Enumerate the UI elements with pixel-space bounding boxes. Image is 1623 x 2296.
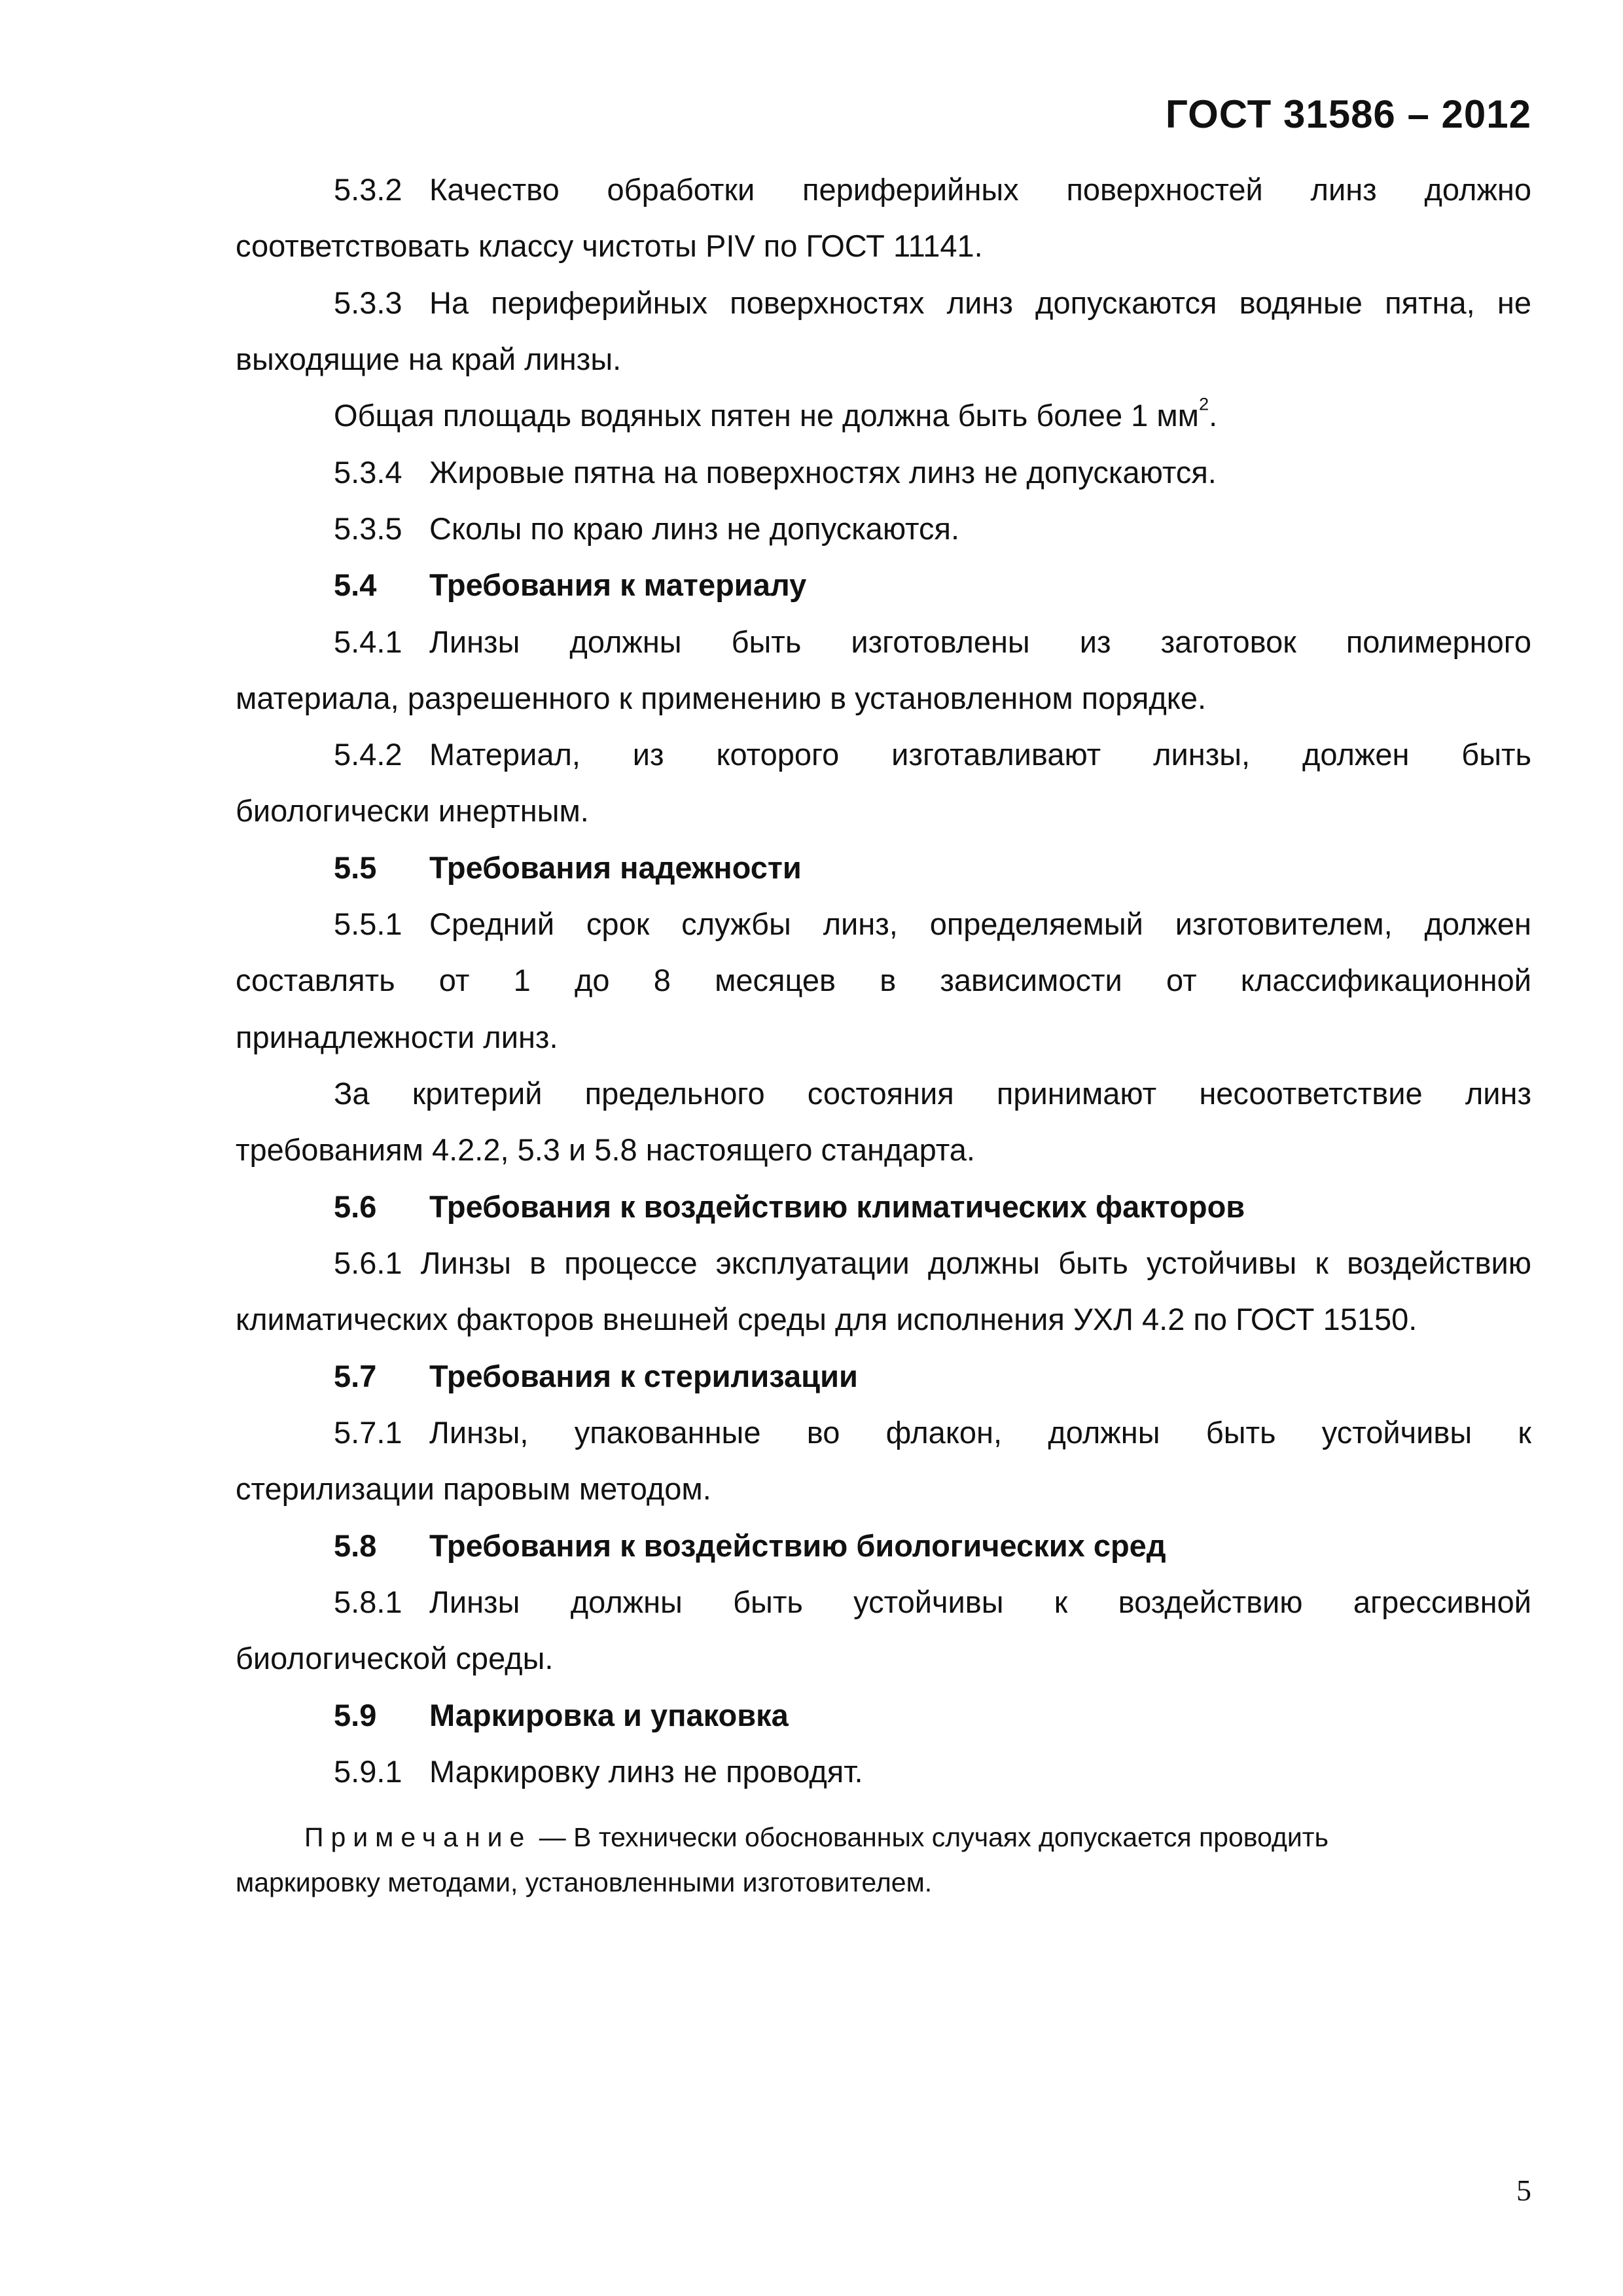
paragraph-5-4-1-line-2: материала, разрешенного к применению в установленном порядке. bbox=[236, 681, 1207, 715]
clause-number: 5.4.1 bbox=[334, 624, 402, 659]
paragraph-5-6-1-line-2: климатических факторов внешней среды для исполнения УХЛ 4.2 по ГОСТ 15150. bbox=[236, 1302, 1418, 1336]
clause-number: 5.3.4 bbox=[334, 455, 402, 490]
document-header: ГОСТ 31586 – 2012 bbox=[1165, 92, 1531, 136]
paragraph-5-3-2-line-1: 5.3.2 Качество обработки периферийных поверхностей линз должно bbox=[334, 171, 1531, 208]
paragraph-5-3-5: 5.3.5 Сколы по краю линз не допускаются. bbox=[334, 511, 1531, 547]
paragraph-5-7-1-line-2: стерилизации паровым методом. bbox=[236, 1471, 711, 1506]
page-number: 5 bbox=[1516, 2174, 1531, 2207]
paragraph-5-3-4: 5.3.4 Жировые пятна на поверхностях линз не допускаются. bbox=[334, 454, 1531, 491]
clause-number: 5.5.1 bbox=[334, 906, 402, 941]
section-heading-5-8: 5.8 Требования к воздействию биологических сред bbox=[334, 1528, 1166, 1563]
paragraph-5-8-1-line-2: биологической среды. bbox=[236, 1641, 554, 1676]
clause-number: 5.4.2 bbox=[334, 737, 402, 772]
paragraph-5-4-2-line-2: биологически инертным. bbox=[236, 793, 589, 828]
superscript: 2 bbox=[1198, 393, 1209, 414]
clause-number: 5.9.1 bbox=[334, 1754, 402, 1789]
clause-number: 5.8.1 bbox=[334, 1585, 402, 1619]
paragraph-5-9-1: 5.9.1 Маркировку линз не проводят. bbox=[334, 1753, 1531, 1790]
note-line-1: Примечание — В технически обоснованных случаях допускается проводить bbox=[304, 1822, 1329, 1852]
section-heading-5-4: 5.4 Требования к материалу bbox=[334, 567, 807, 602]
paragraph-5-3-3-line-2: выходящие на край линзы. bbox=[236, 342, 622, 376]
note-line-2: маркировку методами, установленными изготовителем. bbox=[236, 1867, 933, 1897]
paragraph-5-6-1-line-1: 5.6.1 Линзы в процессе эксплуатации должны быть устойчивы к воздействию bbox=[334, 1246, 1531, 1280]
paragraph-5-3-3-line-1: 5.3.3 На периферийных поверхностях линз допускаются водяные пятна, не bbox=[334, 285, 1531, 321]
clause-number: 5.7.1 bbox=[334, 1415, 402, 1450]
section-heading-5-9: 5.9 Маркировка и упаковка bbox=[334, 1698, 789, 1732]
note-label: Примечание bbox=[304, 1822, 532, 1852]
paragraph-5-5-1-line-2: составлять от 1 до 8 месяцев в зависимости от классификационной bbox=[236, 963, 1531, 997]
paragraph-5-3-3-line-3: Общая площадь водяных пятен не должна быть более 1 $мм^2$. bbox=[334, 393, 1218, 433]
clause-number: 5.3.3 bbox=[334, 285, 402, 320]
paragraph-5-4-1-line-1: 5.4.1 Линзы должны быть изготовлены из заготовок полимерного bbox=[334, 624, 1531, 660]
paragraph-5-8-1-line-1: 5.8.1 Линзы должны быть устойчивы к воздействию агрессивной bbox=[334, 1584, 1531, 1621]
clause-number: 5.3.2 bbox=[334, 172, 402, 207]
paragraph-5-3-2-line-2: соответствовать классу чистоты PIV по ГОСТ 11141. bbox=[236, 228, 983, 263]
paragraph-5-4-2-line-1: 5.4.2 Материал, из которого изготавливают линзы, должен быть bbox=[334, 736, 1531, 773]
paragraph-criterion-line-1: За критерий предельного состояния принимают несоответствие линз bbox=[334, 1076, 1531, 1111]
section-heading-5-5: 5.5 Требования надежности bbox=[334, 850, 802, 885]
section-heading-5-7: 5.7 Требования к стерилизации bbox=[334, 1359, 858, 1393]
paragraph-5-5-1-line-3: принадлежности линз. bbox=[236, 1020, 558, 1054]
section-heading-5-6: 5.6 Требования к воздействию климатических факторов bbox=[334, 1189, 1245, 1224]
paragraph-criterion-line-2: требованиям 4.2.2, 5.3 и 5.8 настоящего стандарта. bbox=[236, 1132, 975, 1167]
paragraph-5-7-1-line-1: 5.7.1 Линзы, упакованные во флакон, должны быть устойчивы к bbox=[334, 1414, 1531, 1451]
paragraph-5-5-1-line-1: 5.5.1 Средний срок службы линз, определяемый изготовителем, должен bbox=[334, 906, 1531, 942]
clause-number: 5.3.5 bbox=[334, 511, 402, 546]
